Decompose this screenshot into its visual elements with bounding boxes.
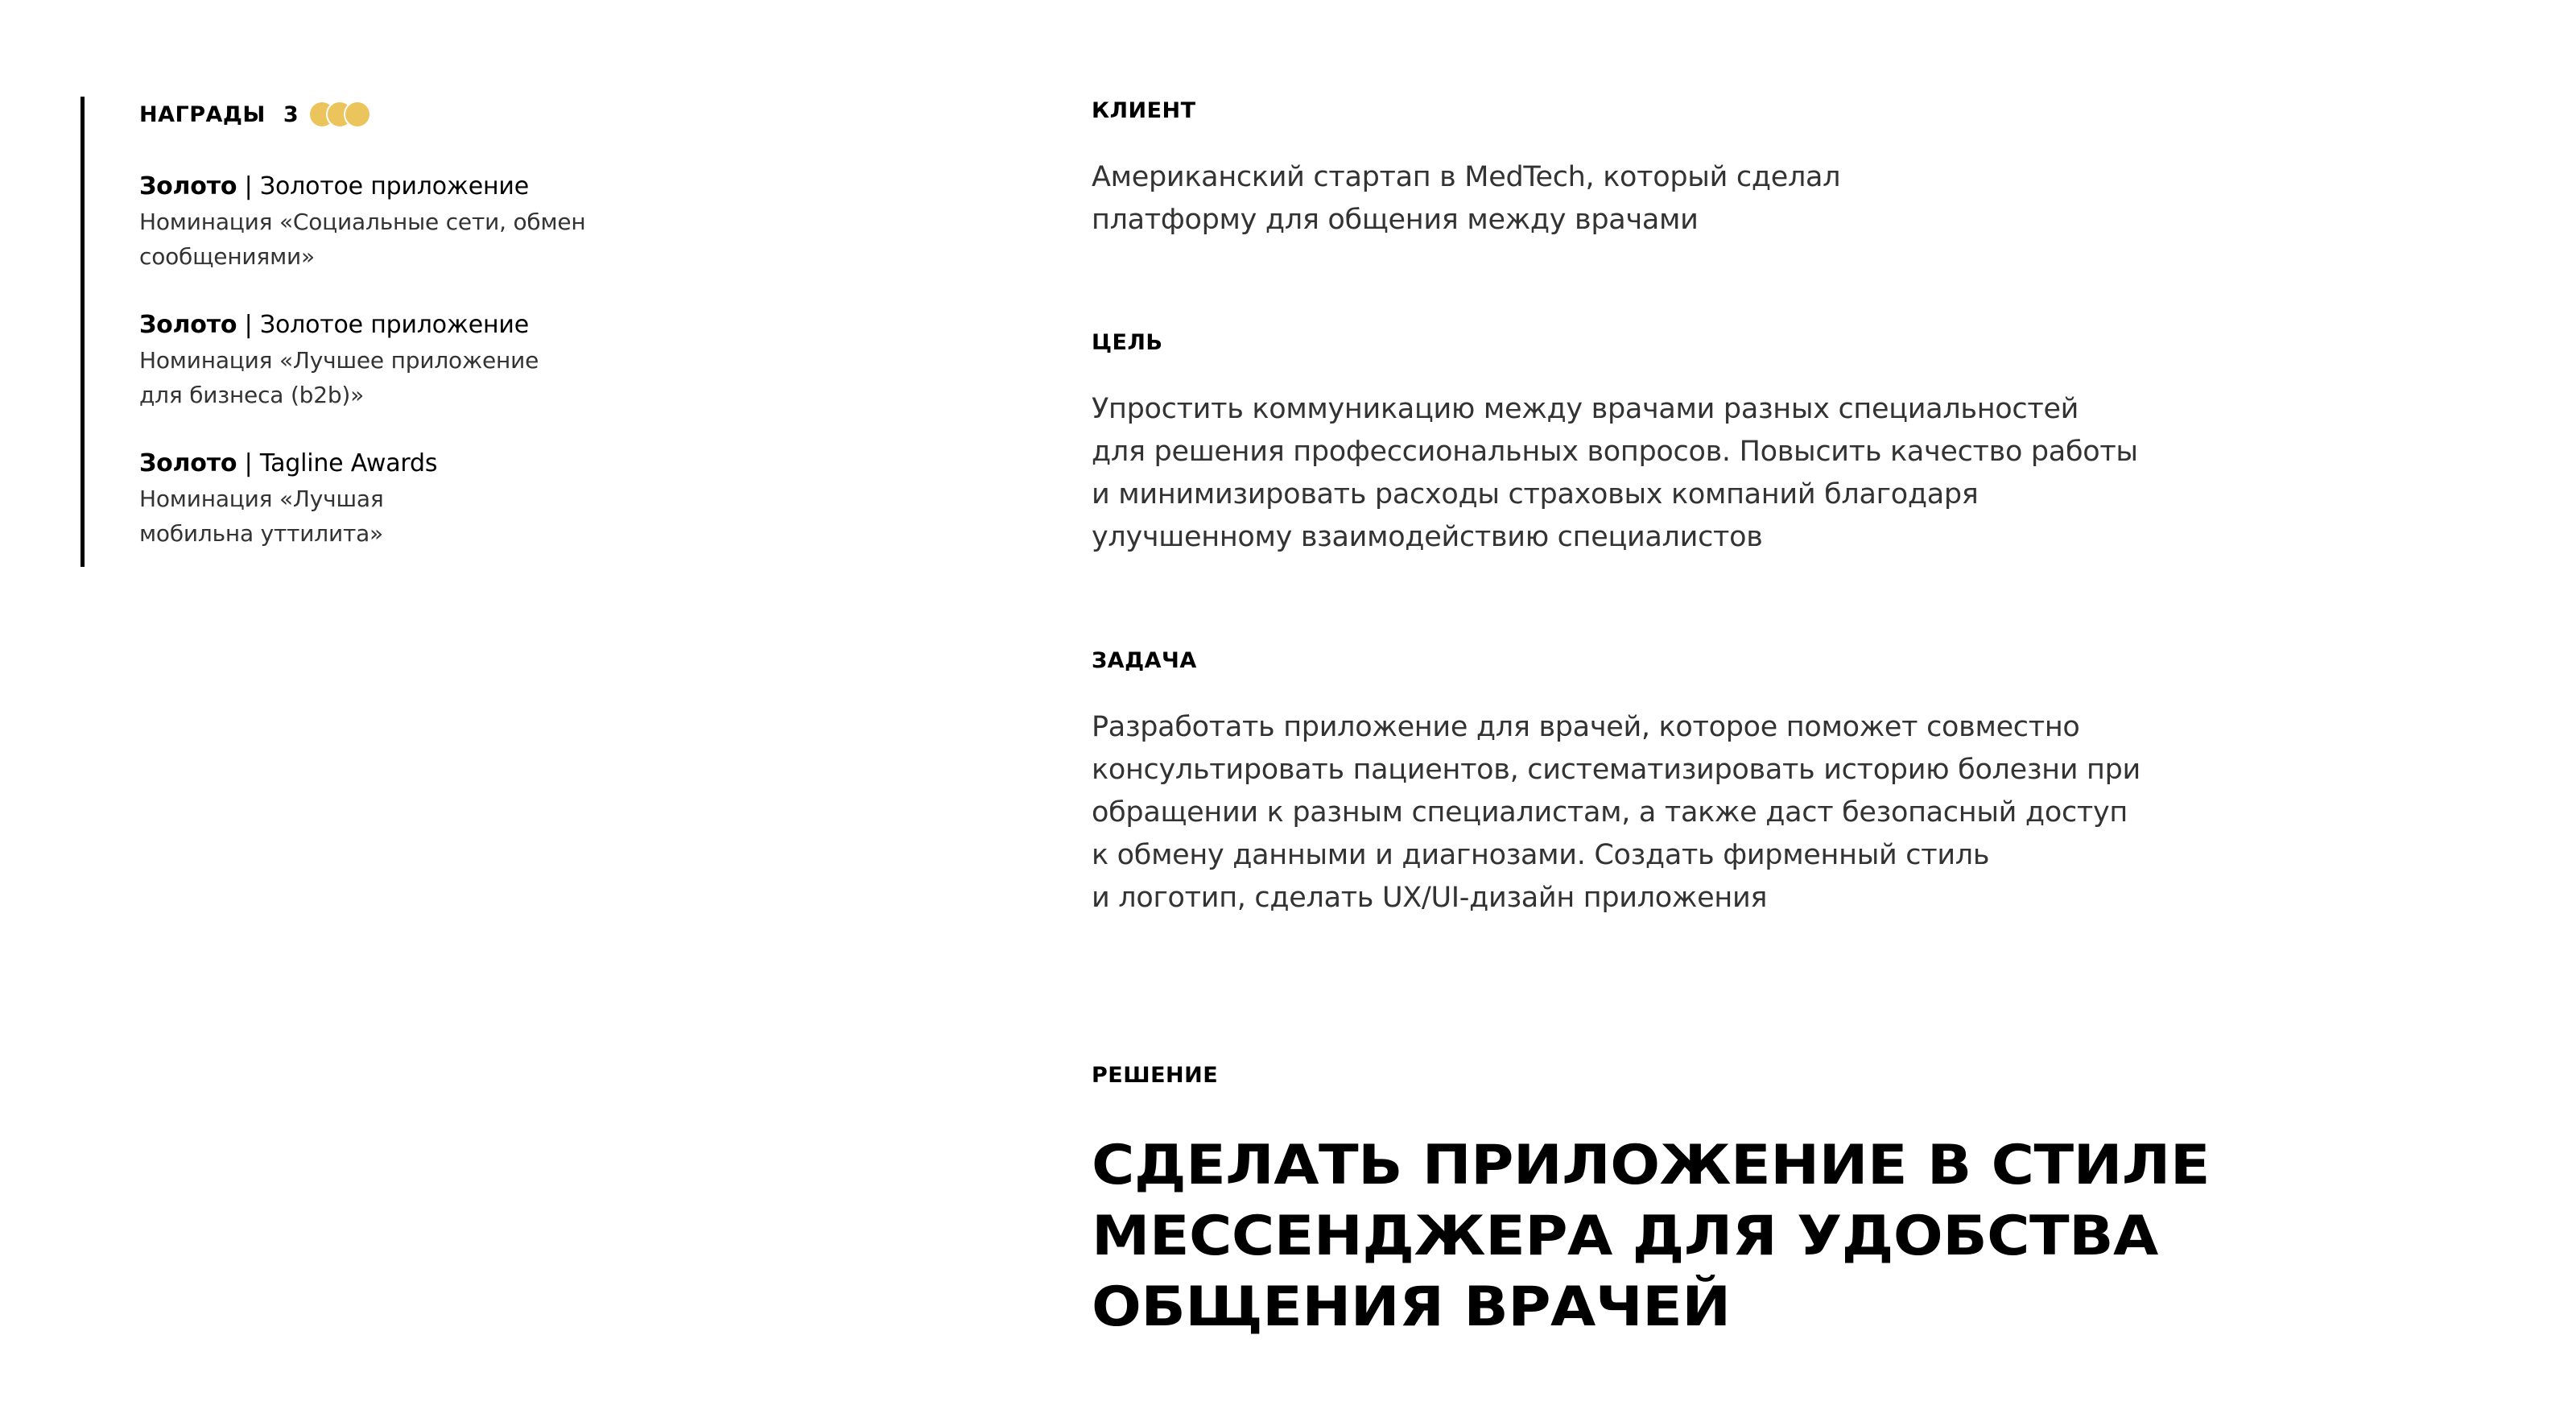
award-level: Золото [139, 172, 237, 200]
award-separator: | [237, 311, 260, 339]
award-title [139, 171, 628, 203]
medals-group [310, 102, 363, 126]
awards-count: 3 [283, 101, 299, 127]
award-title [139, 309, 628, 341]
award-description: Номинация «Лучшая мобильна уттилита» [139, 486, 384, 547]
award-title [139, 448, 628, 480]
award-name: Золотое приложение [259, 172, 529, 200]
award-separator: | [237, 172, 260, 200]
award-level: Золото [139, 311, 237, 339]
goal-section [1092, 329, 2138, 559]
award-level: Золото [139, 449, 237, 477]
award-name: Золотое приложение [259, 311, 529, 339]
award-item [139, 171, 628, 274]
awards-label: НАГРАДЫ [139, 101, 266, 127]
task-text: Разработать приложение для врачей, которое поможет совместно консультировать пациентов, систематизировать историю болезни при обращении к разным специалистам, а также даст безопасный доступ к обмену данными и диагнозами. Создать фирменный стиль и логотип, сделать UX/UI-дизайн приложения [1092, 711, 2140, 914]
task-section [1092, 647, 2140, 920]
client-label: КЛИЕНТ [1092, 98, 1196, 123]
goal-label: ЦЕЛЬ [1092, 330, 1163, 355]
award-item [139, 309, 628, 412]
solution-label: РЕШЕНИЕ [1092, 1063, 1219, 1088]
solution-section [1092, 1061, 2210, 1343]
award-description: Номинация «Социальные сети, обмен сообщениями» [139, 209, 586, 270]
solution-headline: СДЕЛАТЬ ПРИЛОЖЕНИЕ В СТИЛЕ МЕССЕНДЖЕРА ДЛЯ УДОБСТВА ОБЩЕНИЯ ВРАЧЕЙ [1092, 1134, 2210, 1339]
awards-section [80, 97, 628, 567]
award-item [139, 448, 628, 551]
task-label: ЗАДАЧА [1092, 648, 1197, 673]
award-name: Tagline Awards [259, 449, 438, 477]
award-description: Номинация «Лучшее приложение для бизнеса (b2b)» [139, 347, 539, 408]
client-section [1092, 97, 1840, 242]
award-list [139, 171, 628, 551]
awards-header [139, 100, 628, 129]
award-separator: | [237, 449, 260, 477]
gold-medal-icon [345, 102, 369, 126]
goal-text: Упростить коммуникацию между врачами разных специальностей для решения профессиональных вопросов. Повысить качество работы и минимизировать расходы страховых компаний благодаря улучшенному взаимодействию специалистов [1092, 393, 2138, 553]
client-text: Американский стартап в MedTech, который сделал платформу для общения между врачами [1092, 161, 1841, 236]
